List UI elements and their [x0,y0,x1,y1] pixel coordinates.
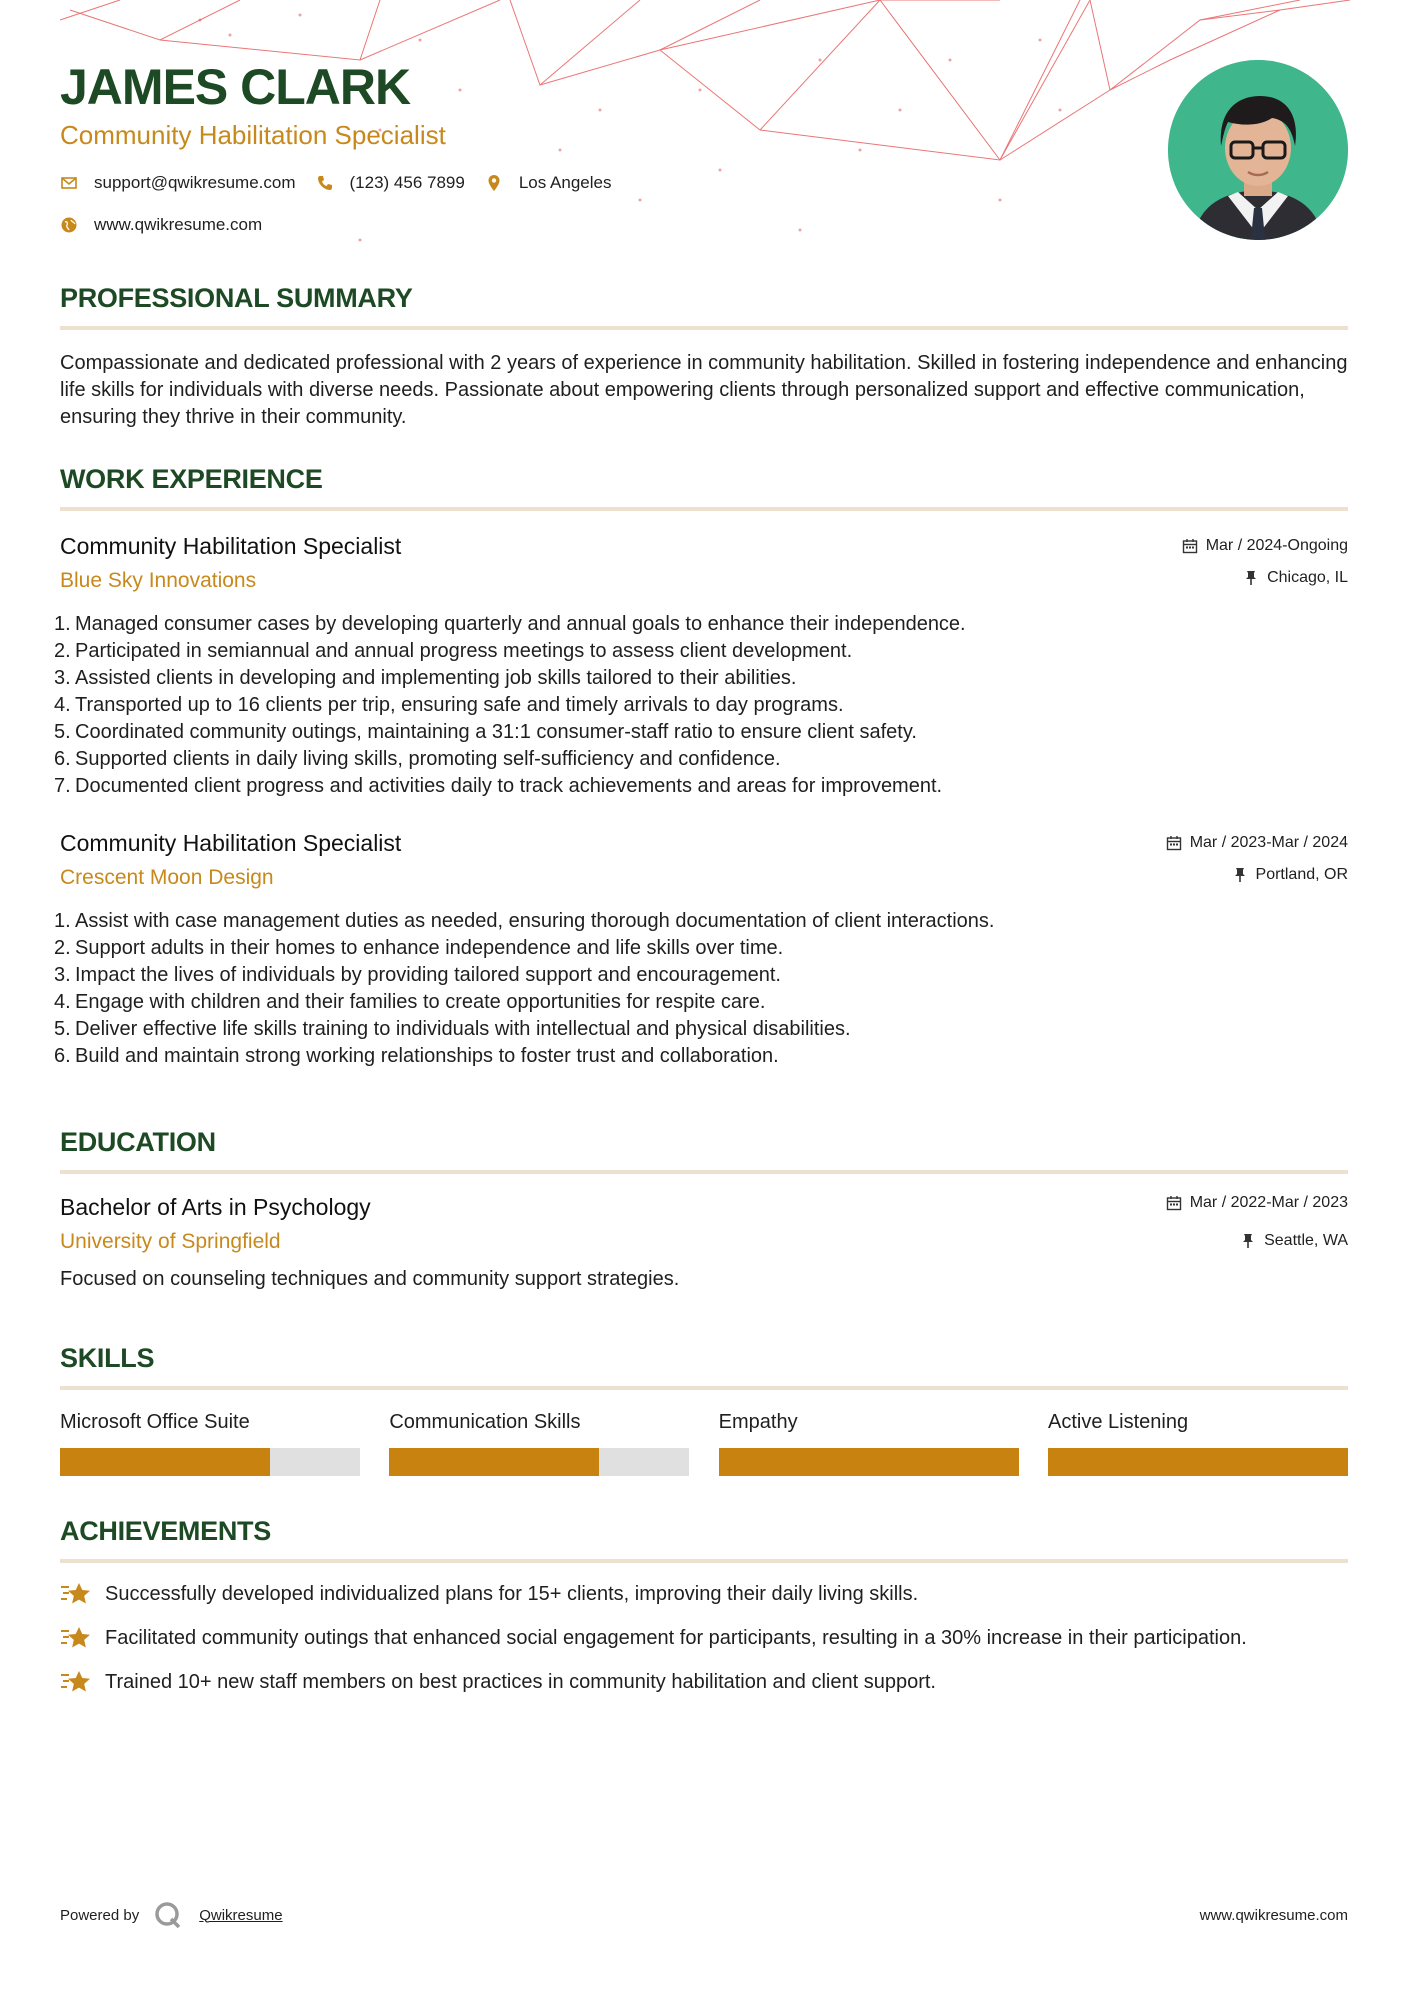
company-name: Blue Sky Innovations [60,569,257,592]
list-item: 6. Supported clients in daily living skills, promoting self-sufficiency and confidence. [54,748,781,770]
section-divider [60,1386,1348,1390]
qwikresume-logo-icon [153,1900,183,1930]
brand-link[interactable]: Qwikresume [199,1906,283,1924]
phone-item[interactable] [316,173,465,193]
summary-text: Compassionate and dedicated professional with 2 years of experience in community habilitation. Skilled in fostering independence and enhancing life skills for individuals with diverse needs. Passionate about empowering clients through personalized support and effective communication, ensuring they thrive in their community. [60,352,1348,428]
skill-bar [60,1448,360,1476]
experience-section [54,464,1348,1070]
job-title: Community Habilitation Specialist [60,830,402,856]
skill-item [60,1412,360,1476]
dates-text: Mar / 2024-Ongoing [1205,537,1348,554]
list-item: 7. Documented client progress and activities daily to track achievements and areas for improvement. [54,775,943,797]
map-pin-icon [485,174,503,192]
powered-by-label: Powered by [60,1906,140,1924]
education-location [1240,1232,1348,1250]
candidate-role: Community Habilitation Specialist [60,120,446,150]
calendar-icon [1182,538,1198,554]
skills-list [60,1412,1348,1476]
achievement-text: Successfully developed individualized plans for 15+ clients, improving their daily living skills. [105,1583,919,1605]
skill-bar-fill [389,1448,599,1476]
job-bullets [54,611,1348,800]
location-text: Los Angeles [518,173,612,192]
achievement-text: Trained 10+ new staff members on best practices in community habilitation and client support. [105,1671,936,1693]
job-dates [1182,537,1348,555]
location-text: Seattle, WA [1264,1232,1348,1249]
website-row [60,215,282,235]
avatar-portrait [1168,60,1348,240]
list-item: 4. Transported up to 16 clients per trip, ensuring safe and timely arrivals to day programs. [54,694,844,716]
list-item: 5. Coordinated community outings, maintaining a 31:1 consumer-staff ratio to ensure client safety. [54,721,917,743]
achievement-item [60,1581,1348,1609]
pushpin-icon [1232,867,1248,883]
skill-label: Microsoft Office Suite [60,1411,250,1433]
section-divider [60,1170,1348,1174]
degree-title: Bachelor of Arts in Psychology [60,1194,371,1220]
section-divider [60,507,1348,511]
education-section [60,1129,1348,1293]
skill-label: Communication Skills [389,1411,581,1433]
company-name: Crescent Moon Design [60,866,274,889]
website-item[interactable] [60,215,262,235]
website-text: www.qwikresume.com [94,215,263,234]
phone-text: (123) 456 7899 [349,173,465,192]
job-dates [1166,834,1348,852]
dates-text: Mar / 2023-Mar / 2024 [1189,834,1348,851]
section-title: WORK EXPERIENCE [60,464,323,494]
section-divider [60,1559,1348,1563]
candidate-name: JAMES CLARK [60,59,411,115]
achievements-section [60,1518,1348,1713]
education-entry [60,1196,1348,1293]
section-title: ACHIEVEMENTS [60,1516,271,1546]
list-item: 2. Participated in semiannual and annual progress meetings to assess client development. [54,640,853,662]
skill-bar [719,1448,1019,1476]
list-item: 1. Managed consumer cases by developing quarterly and annual goals to enhance their independence. [54,613,966,635]
list-item: 6. Build and maintain strong working relationships to foster trust and collaboration. [54,1045,779,1067]
achievement-text: Facilitated community outings that enhanced social engagement for participants, resulting in a 30% increase in their participation. [105,1627,1247,1649]
job-location [1243,569,1348,587]
job-location [1232,866,1348,884]
star-badge-icon [60,1579,92,1609]
summary-section [60,285,1348,431]
skill-label: Active Listening [1047,1411,1189,1433]
list-item: 2. Support adults in their homes to enhance independence and life skills over time. [54,937,784,959]
section-divider [60,326,1348,330]
phone-icon [316,174,334,192]
email-text: support@qwikresume.com [94,173,296,192]
job-entry [54,830,1348,1070]
pushpin-icon [1240,1233,1256,1249]
list-item: 4. Engage with children and their families to create opportunities for respite care. [54,991,766,1013]
list-item: 3. Assisted clients in developing and implementing job skills tailored to their abilities. [54,667,797,689]
calendar-icon [1166,1195,1182,1211]
globe-icon [60,216,78,234]
job-bullets [54,908,1348,1070]
calendar-icon [1166,835,1182,851]
education-description: Focused on counseling techniques and community support strategies. [60,1268,680,1290]
job-title: Community Habilitation Specialist [60,533,402,559]
list-item: 1. Assist with case management duties as needed, ensuring thorough documentation of client interactions. [54,910,995,932]
list-item: 5. Deliver effective life skills training to individuals with intellectual and physical disabilities. [54,1018,851,1040]
envelope-icon [60,174,78,192]
skill-label: Empathy [718,1411,798,1433]
star-badge-icon [60,1667,92,1697]
education-dates [1166,1194,1348,1212]
footer [60,1900,1348,1930]
skill-bar-fill [60,1448,270,1476]
location-text: Portland, OR [1255,866,1348,883]
skill-bar-fill [719,1448,1019,1476]
skill-item [719,1412,1019,1476]
skill-bar [389,1448,689,1476]
email-item[interactable] [60,173,296,193]
pushpin-icon [1243,570,1259,586]
skill-bar-fill [1048,1448,1348,1476]
school-name: University of Springfield [60,1230,281,1253]
list-item: 3. Impact the lives of individuals by providing tailored support and encouragement. [54,964,781,986]
achievement-item [60,1625,1348,1653]
skill-item [1048,1412,1348,1476]
skill-bar [1048,1448,1348,1476]
achievements-list [60,1581,1348,1697]
achievement-item [60,1669,1348,1697]
dates-text: Mar / 2022-Mar / 2023 [1189,1194,1348,1211]
location-item [485,173,612,193]
section-title: SKILLS [60,1343,155,1373]
avatar [1168,60,1348,240]
footer-website-link[interactable]: www.qwikresume.com [1199,1906,1348,1924]
contact-row [60,173,631,193]
section-title: EDUCATION [60,1127,216,1157]
skill-item [389,1412,689,1476]
job-entry [54,533,1348,800]
star-badge-icon [60,1623,92,1653]
section-title: PROFESSIONAL SUMMARY [60,283,413,313]
skills-section [60,1345,1348,1476]
location-text: Chicago, IL [1267,569,1348,586]
